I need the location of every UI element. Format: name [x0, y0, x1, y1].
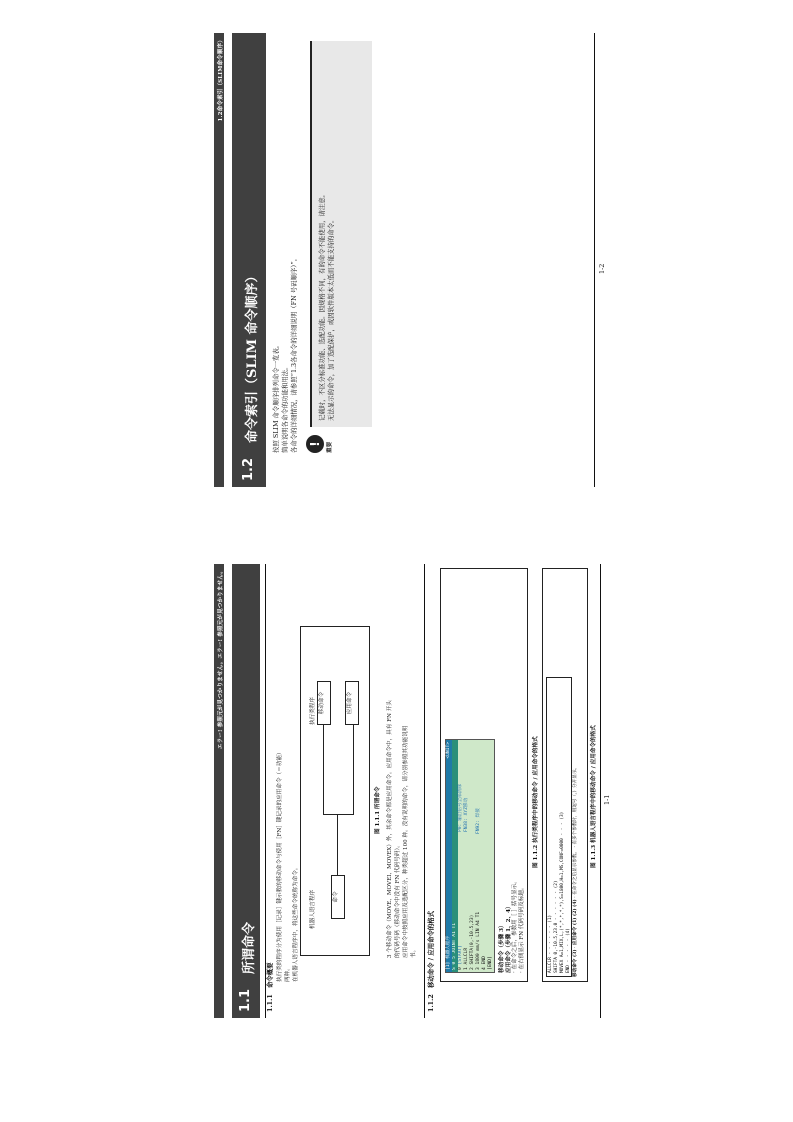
divider [265, 564, 266, 1018]
figure-1-1-3 [542, 568, 588, 982]
important-note [306, 33, 376, 453]
body-line: 的代码号码（移动命令中没有 FN 代码号码）。 [395, 842, 401, 958]
footer-rule [600, 564, 601, 1018]
subsection-title: 命令概要 [266, 962, 274, 988]
screen-footer: [END] [488, 956, 493, 970]
figure-caption: 图 1.1.3 机器人语言程序中的移动命令 / 应用命令的格式 [591, 725, 597, 868]
note-panel [310, 41, 372, 427]
diagram-label-left: 机器人语言程序 [310, 889, 316, 929]
connector [323, 725, 324, 815]
exclamation-icon: ! [306, 435, 324, 453]
screen-header-row: S 0 5 JOINT A1 T1 [452, 740, 458, 972]
figure-1-1-2 [440, 568, 528, 982]
section-heading-1-2 [232, 33, 266, 487]
program-row: 4 END [482, 956, 487, 970]
figure-notes: 移动命令 (3) · 应用命令 (1) (2) (4) · 在命令之后显示参数。 · 有多个参数时，用逗号（,）分开显示。 [573, 764, 578, 977]
subsection-number: 1.1.2 [427, 994, 435, 1012]
code-block: ALLCLR - - - - - - (1) SHIFTA 0,-10.5,23.0 - - - - - - (2) MOVEX A=1,MIX,L,(*,*,*,*,*),S=1800,H=1,MS,CONF=0000 - - - (3) END - - - - - (4) [546, 677, 572, 977]
running-header: エラー! 参照元が見つかりません。エラー! 参照元が見つかりません。 [218, 568, 224, 750]
divider [424, 564, 425, 1018]
connector [353, 725, 354, 815]
diagram-label-right: 执行类程序 [310, 697, 316, 725]
section-heading-1-1 [232, 564, 260, 1018]
teach-pendant-screen [445, 739, 495, 973]
running-header-bar [214, 33, 224, 487]
section-number: 1.1 [238, 988, 253, 1012]
body-line: 3 个移动命令（MOVE、MOVEI、MOVEX）外，其余命令都是应用命令。应用命令中，具有 FN 开头 [387, 700, 393, 958]
footer-rule [594, 33, 595, 487]
body-line: 在机器人语言程序中，将这些命令统称为命令。 [293, 864, 299, 982]
body-line: 两种。 [285, 965, 291, 982]
page-number: 1-1 [603, 794, 611, 805]
program-row: 0 [START] P0: 输出信号全部清除 [458, 784, 463, 970]
page-1-1 [214, 564, 614, 1018]
connector [323, 814, 353, 815]
subsection-number: 1.1.1 [266, 994, 274, 1012]
diagram-box-command: 命令 [331, 875, 345, 919]
page-1-2 [214, 33, 614, 487]
section-intro [272, 53, 299, 453]
diagram-box-move: 移动命令 [317, 681, 331, 725]
figure-caption: 图 1.1.1 所谓命令 [375, 786, 381, 834]
diagram-box-app: 应用命令 [345, 681, 359, 725]
note-line: 记载时，不区分标准功能、选配功能。因规格不同，有的命令不能使用，请注意。 [318, 190, 326, 421]
section-title: 命令索引（SLIM 命令顺序） [245, 269, 260, 443]
body-line: 执行类的程序分为使用［记录］键示教的移动命令与使用［FN］键记录的应用命令（＝功能） [277, 749, 283, 982]
connector [337, 815, 338, 875]
program-row: 1 ALLCLR FN38: XYZ移动 [464, 797, 469, 970]
intro-line: 简单说明各命令的功能和用法。 [281, 363, 289, 453]
page-number: 1-2 [598, 263, 606, 274]
note-label: 重要 [327, 441, 333, 453]
body-line: 应用命令中按照应用及选配区分，种类超过 100 种。没有说明的命令，请分别参照其功能说明 [403, 725, 409, 958]
intro-line: 各命令的详细情况，请参照“1.3各命令的详细说明（FN 号码顺序）”。 [290, 254, 298, 453]
figure-1-1-1 [300, 626, 370, 956]
section-title: 所谓命令 [242, 921, 257, 974]
subsection-title: 移动命令 / 应用命令的格式 [427, 910, 435, 988]
program-row: 2 SHIFTA(0,-10.5,23) [470, 914, 475, 970]
section-number: 1.2 [241, 457, 256, 481]
figure-caption: 图 1.1.2 执行类程序中的移动命令 / 应用命令的格式 [533, 736, 539, 868]
running-header-bar [214, 564, 224, 1018]
note-line: 无法显示的命令，加了选配保护，或因软件版本太低而不能支持的命令。 [327, 216, 335, 421]
program-row: 3 1800 mm/s LIN A4 T1 FN92: 焊接 [476, 808, 481, 970]
intro-line: 按照 SLIM 命令顺序排列命令一览表。 [272, 341, 280, 453]
figure-notes: 移动命令（步骤 3） 应用命令（步骤 1、2、4） · 在命令之后，参数用［ ］括号显示。 · 在右侧显示 FN 代码号码及标题。 [499, 878, 525, 973]
running-header: 1.2命令索引（SLIM命令顺序） [218, 37, 224, 122]
screen-title-bar: [1] 机器人程序 <UNIT> [446, 742, 451, 970]
paragraph [386, 568, 418, 958]
body-line: 书。 [411, 946, 417, 958]
